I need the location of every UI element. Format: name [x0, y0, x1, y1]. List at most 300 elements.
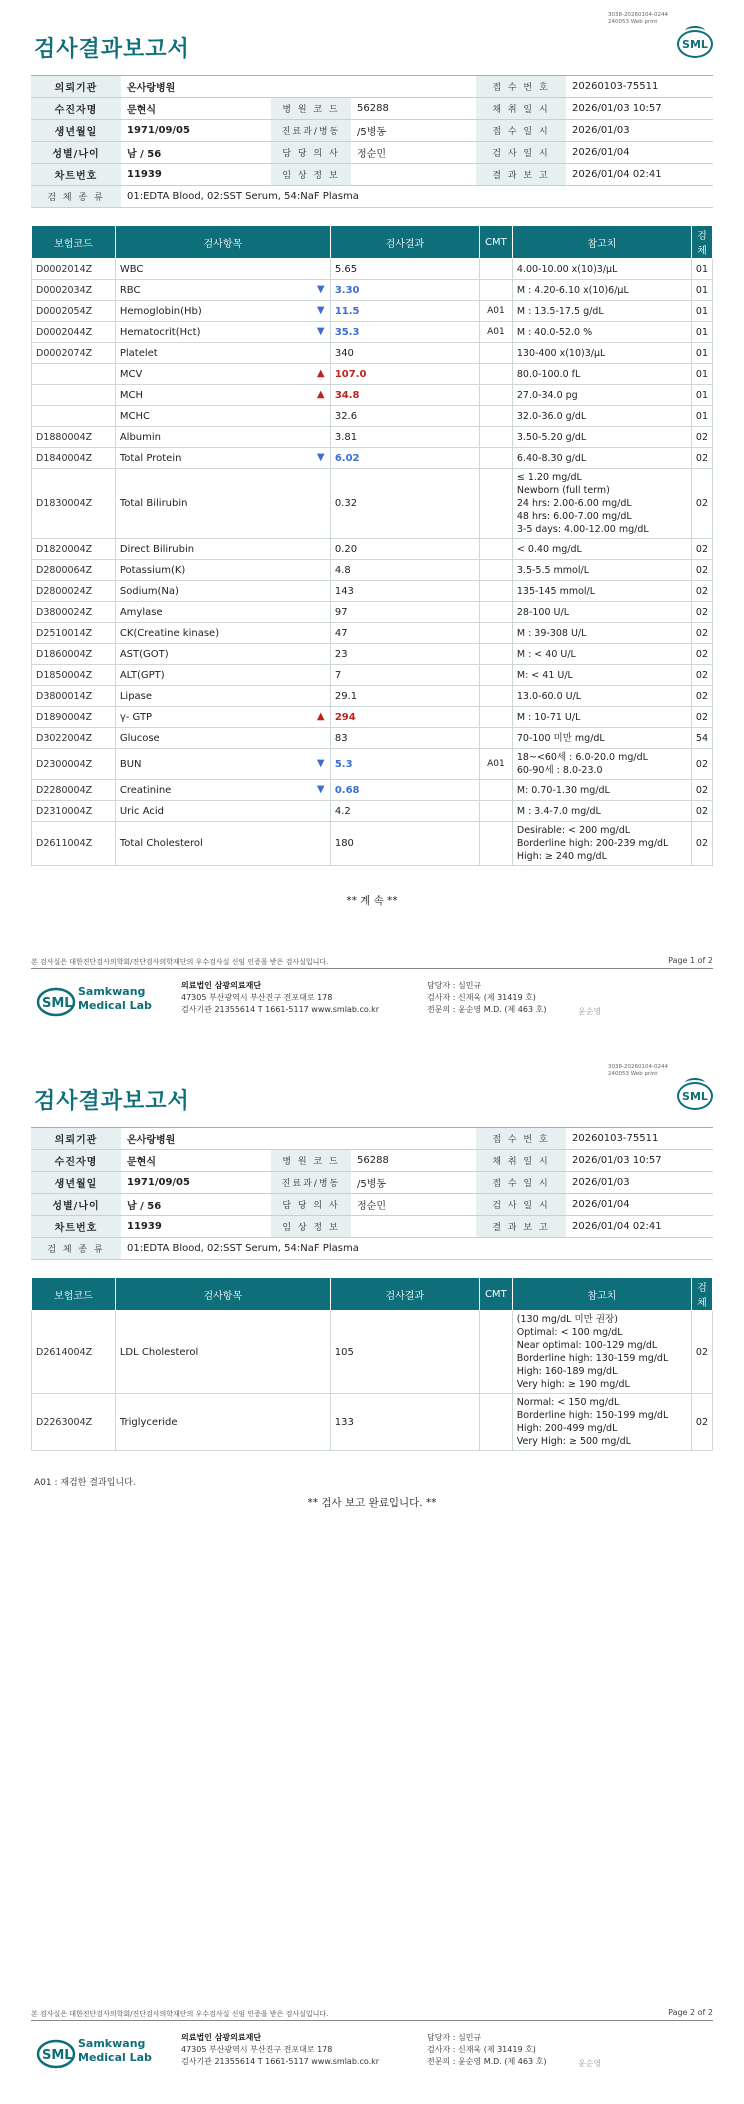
insurance-code: D1820004Z [32, 539, 116, 560]
receipt-date-value: 2026/01/03 [566, 120, 713, 142]
col-header-specimen: 검체 [691, 226, 712, 259]
reference-line: 80.0-100.0 fL [516, 368, 581, 380]
test-result [330, 728, 479, 749]
test-result [330, 427, 479, 448]
reference-line: 48 hrs: 6.00-7.00 mg/dL [516, 511, 632, 522]
doctor-label: 담 당 의 사 [271, 142, 351, 164]
lab-address: 의료법인 삼광의료재단 47305 부산광역시 부산진구 전포대로 178 검사기관 21355614 T 1661-5117 www.smlab.co.kr [181, 2033, 380, 2066]
specimen-code: 02 [691, 665, 712, 686]
cmt-code [479, 385, 512, 406]
table-row [32, 602, 713, 623]
cmt-code [479, 822, 512, 866]
col-header-result: 검사결과 [330, 1278, 479, 1311]
test-date-value: 2026/01/04 [566, 1194, 713, 1216]
table-row [32, 280, 713, 301]
specimen-code: 02 [691, 581, 712, 602]
reference-range [512, 1311, 691, 1394]
reference-line: M: 0.70-1.30 mg/dL [516, 784, 610, 796]
result-value: 11.5 [334, 305, 360, 317]
reference-line: 135-145 mmol/L [516, 585, 596, 597]
result-value: 4.8 [334, 564, 351, 576]
table-row [32, 581, 713, 602]
test-item: MCV [115, 364, 330, 385]
chart-value: 11939 [121, 164, 271, 186]
col-header-cmt: CMT [479, 226, 512, 259]
reference-line: M : 4.20-6.10 x(10)6/μL [516, 284, 629, 296]
insurance-code: D2611004Z [32, 822, 116, 866]
cmt-code [479, 1394, 512, 1451]
dept-value: /5병동 [351, 120, 476, 142]
table-row [32, 686, 713, 707]
reference-range [512, 406, 691, 427]
cmt-code [479, 448, 512, 469]
reference-line: Normal: < 150 mg/dL [516, 1397, 620, 1408]
result-value: 29.1 [334, 690, 358, 702]
reference-range [512, 301, 691, 322]
receipt-date-value: 2026/01/03 [566, 1172, 713, 1194]
reference-line: 130-400 x(10)3/μL [516, 347, 606, 359]
specimen-label: 검 체 종 류 [31, 186, 121, 208]
patient-info-table [31, 75, 713, 208]
signature: 윤순영 [578, 1007, 602, 1016]
reference-line: High: ≥ 240 mg/dL [516, 851, 607, 862]
reference-line: 24 hrs: 2.00-6.00 mg/dL [516, 498, 632, 509]
reference-range [512, 1394, 691, 1451]
lab-logo-text: Samkwang Medical Lab [78, 2037, 152, 2064]
cmt-code [479, 364, 512, 385]
reference-line: 18~<60세 : 6.0-20.0 mg/dL [516, 752, 648, 763]
receipt-no-label: 접 수 번 호 [476, 76, 566, 98]
hospital-value: 온사랑병원 [121, 1128, 476, 1150]
result-value: 23 [334, 648, 348, 660]
specimen-code: 02 [691, 822, 712, 866]
specimen-code: 01 [691, 280, 712, 301]
low-flag-icon: ▼ [316, 284, 325, 295]
result-value: 5.3 [334, 758, 353, 770]
low-flag-icon: ▼ [316, 758, 325, 769]
test-item: Lipase [115, 686, 330, 707]
col-header-result: 검사결과 [330, 226, 479, 259]
cmt-code [479, 707, 512, 728]
reference-range [512, 602, 691, 623]
insurance-code: D3800014Z [32, 686, 116, 707]
cmt-code [479, 280, 512, 301]
sex-age-value: 남 / 56 [121, 1194, 271, 1216]
test-item: Sodium(Na) [115, 581, 330, 602]
col-header-code: 보험코드 [32, 1278, 116, 1311]
table-row [32, 801, 713, 822]
specimen-value: 01:EDTA Blood, 02:SST Serum, 54:NaF Plasma [121, 186, 713, 208]
sml-logo: SML [677, 30, 713, 58]
cmt-code: A01 [479, 322, 512, 343]
specimen-code: 01 [691, 406, 712, 427]
cmt-code [479, 560, 512, 581]
cmt-code [479, 686, 512, 707]
test-result [316, 780, 479, 801]
results-table [31, 1277, 713, 1451]
hospital-code-value: 56288 [351, 98, 476, 120]
reference-line: M : < 40 U/L [516, 648, 576, 660]
test-result [330, 581, 479, 602]
col-header-item: 검사항목 [115, 226, 330, 259]
test-result [330, 686, 479, 707]
reference-line: Optimal: < 100 mg/dL [516, 1327, 623, 1338]
low-flag-icon: ▼ [316, 452, 325, 463]
reference-line: 6.40-8.30 g/dL [516, 452, 587, 464]
test-result [330, 644, 479, 665]
sex-age-value: 남 / 56 [121, 142, 271, 164]
specimen-code: 02 [691, 427, 712, 448]
specimen-code: 02 [691, 602, 712, 623]
insurance-code: D0002074Z [32, 343, 116, 364]
high-flag-icon: ▲ [316, 368, 325, 379]
print-code: 3038-20260104-0244 240053 Web print [608, 1064, 668, 1077]
col-header-item: 검사항목 [115, 1278, 330, 1311]
table-row [32, 644, 713, 665]
cmt-code [479, 539, 512, 560]
reference-range [512, 448, 691, 469]
reference-line: High: 160-189 mg/dL [516, 1366, 618, 1377]
collect-date-value: 2026/01/03 10:57 [566, 98, 713, 120]
insurance-code: D0002054Z [32, 301, 116, 322]
high-flag-icon: ▲ [316, 389, 325, 400]
test-result [330, 602, 479, 623]
signature: 윤순영 [578, 2059, 602, 2068]
high-flag-icon: ▲ [316, 711, 325, 722]
report-date-label: 결 과 보 고 [476, 164, 566, 186]
specimen-code: 01 [691, 343, 712, 364]
test-item: AST(GOT) [115, 644, 330, 665]
lab-staff: 담당자 : 심민규 검사자 : 신재욱 (제 31419 호) 전문의 : 윤순영 M.D. (제 463 호) [427, 981, 547, 1014]
reference-range [512, 780, 691, 801]
reference-line: Newborn (full term) [516, 485, 610, 496]
specimen-code: 02 [691, 1311, 712, 1394]
cmt-code [479, 1311, 512, 1394]
reference-range [512, 343, 691, 364]
cmt-code [479, 623, 512, 644]
reference-range [512, 385, 691, 406]
result-value: 294 [334, 711, 356, 723]
result-value: 7 [334, 669, 342, 681]
reference-range [512, 686, 691, 707]
reference-range [512, 560, 691, 581]
reference-range [512, 469, 691, 539]
insurance-code: D1850004Z [32, 665, 116, 686]
specimen-code: 01 [691, 364, 712, 385]
cmt-code [479, 780, 512, 801]
specimen-code: 01 [691, 322, 712, 343]
test-item: γ- GTP [115, 707, 330, 728]
report-page-2 [0, 1052, 744, 2104]
svg-text:SML: SML [42, 2048, 73, 2063]
test-result [316, 364, 479, 385]
table-row [32, 427, 713, 448]
table-row [32, 385, 713, 406]
result-value: 340 [334, 347, 354, 359]
reference-line: 60-90세 : 8.0-23.0 [516, 765, 603, 776]
reference-range [512, 539, 691, 560]
col-header-ref: 참고치 [512, 226, 691, 259]
test-item: Total Cholesterol [115, 822, 330, 866]
test-date-value: 2026/01/04 [566, 142, 713, 164]
table-row [32, 780, 713, 801]
test-item: Uric Acid [115, 801, 330, 822]
insurance-code: D2300004Z [32, 749, 116, 780]
collect-date-label: 채 취 일 시 [476, 98, 566, 120]
reference-line: M : 40.0-52.0 % [516, 326, 593, 338]
test-result [330, 259, 479, 280]
low-flag-icon: ▼ [316, 326, 325, 337]
reference-range [512, 623, 691, 644]
insurance-code: D2280004Z [32, 780, 116, 801]
reference-line: 28-100 U/L [516, 606, 569, 618]
test-item: CK(Creatine kinase) [115, 623, 330, 644]
table-row [32, 448, 713, 469]
test-result [330, 539, 479, 560]
reference-line: 3-5 days: 4.00-12.00 mg/dL [516, 524, 649, 535]
test-item: Triglyceride [115, 1394, 330, 1451]
print-code-line1: 3038-20260104-0244 [608, 12, 668, 18]
end-text: ** 검사 보고 완료입니다. ** [307, 1497, 437, 1509]
doctor-value: 정순민 [351, 142, 476, 164]
insurance-code: D0002044Z [32, 322, 116, 343]
hospital-label: 의뢰기관 [31, 1128, 121, 1150]
patient-value: 문현식 [121, 1150, 271, 1172]
chart-value: 11939 [121, 1216, 271, 1238]
insurance-code: D3800024Z [32, 602, 116, 623]
specimen-code: 02 [691, 623, 712, 644]
a01-note: A01 : 재검한 결과입니다. [34, 1478, 136, 1488]
col-header-cmt: CMT [479, 1278, 512, 1311]
reference-range [512, 822, 691, 866]
collect-date-label: 채 취 일 시 [476, 1150, 566, 1172]
table-row [32, 301, 713, 322]
test-item: LDL Cholesterol [115, 1311, 330, 1394]
receipt-no-label: 접 수 번 호 [476, 1128, 566, 1150]
hospital-label: 의뢰기관 [31, 76, 121, 98]
reference-line: 13.0-60.0 U/L [516, 690, 582, 702]
continued-text: ** 계 속 ** [346, 895, 398, 907]
specimen-code: 01 [691, 301, 712, 322]
reference-range [512, 364, 691, 385]
page-number: Page 1 of 2 [668, 956, 713, 965]
test-result [330, 560, 479, 581]
test-item: Hemoglobin(Hb) [115, 301, 330, 322]
table-row [32, 259, 713, 280]
reference-line: Very high: ≥ 190 mg/dL [516, 1379, 630, 1390]
insurance-code: D2263004Z [32, 1394, 116, 1451]
cmt-code [479, 406, 512, 427]
specimen-code: 54 [691, 728, 712, 749]
test-date-label: 검 사 일 시 [476, 1194, 566, 1216]
svg-text:SML: SML [42, 996, 73, 1011]
table-row [32, 707, 713, 728]
test-item: Total Bilirubin [115, 469, 330, 539]
reference-range [512, 644, 691, 665]
test-item: BUN [115, 749, 330, 780]
print-code-line2: 240053 Web print [608, 19, 658, 25]
cmt-code [479, 728, 512, 749]
table-row [32, 623, 713, 644]
cert-note: 본 검사실은 대한진단검사의학회/진단검사의학재단의 우수검사실 신임 인증을 받은 검사실입니다. [31, 2010, 329, 2018]
chart-label: 차트번호 [31, 164, 121, 186]
cmt-code [479, 469, 512, 539]
reference-line: 32.0-36.0 g/dL [516, 410, 587, 422]
reference-line: 3.50-5.20 g/dL [516, 431, 587, 443]
result-value: 32.6 [334, 410, 358, 422]
specimen-code: 02 [691, 801, 712, 822]
col-header-specimen: 검체 [691, 1278, 712, 1311]
hospital-code-label: 병 원 코 드 [271, 98, 351, 120]
reference-range [512, 259, 691, 280]
reference-line: M : 39-308 U/L [516, 627, 587, 639]
reference-line: 3.5-5.5 mmol/L [516, 564, 589, 576]
reference-line: Desirable: < 200 mg/dL [516, 825, 631, 836]
clinical-label: 임 상 정 보 [271, 164, 351, 186]
table-row [32, 539, 713, 560]
patient-info-table [31, 1127, 713, 1260]
test-item: ALT(GPT) [115, 665, 330, 686]
low-flag-icon: ▼ [316, 305, 325, 316]
receipt-no-value: 20260103-75511 [566, 76, 713, 98]
insurance-code: D1890004Z [32, 707, 116, 728]
cmt-code [479, 602, 512, 623]
reference-line: Very High: ≥ 500 mg/dL [516, 1436, 631, 1447]
insurance-code: D1860004Z [32, 644, 116, 665]
reference-line: 70-100 미만 mg/dL [516, 732, 605, 744]
cmt-code [479, 343, 512, 364]
cmt-code [479, 644, 512, 665]
specimen-code: 02 [691, 707, 712, 728]
doctor-label: 담 당 의 사 [271, 1194, 351, 1216]
result-value: 83 [334, 732, 348, 744]
test-result [330, 469, 479, 539]
test-item: Amylase [115, 602, 330, 623]
test-result [330, 665, 479, 686]
test-item: MCHC [115, 406, 330, 427]
cmt-code: A01 [479, 749, 512, 780]
table-row [32, 560, 713, 581]
reference-line: M: < 41 U/L [516, 669, 573, 681]
reference-range [512, 749, 691, 780]
result-value: 0.20 [334, 543, 358, 555]
patient-label: 수진자명 [31, 98, 121, 120]
specimen-code: 02 [691, 469, 712, 539]
sex-age-label: 성별/나이 [31, 1194, 121, 1216]
dept-label: 진료과/병동 [271, 1172, 351, 1194]
page-number: Page 2 of 2 [668, 2008, 713, 2017]
result-value: 6.02 [334, 452, 360, 464]
reference-line: 27.0-34.0 pg [516, 389, 578, 401]
lab-logo-text: Samkwang Medical Lab [78, 985, 152, 1012]
table-row [32, 665, 713, 686]
specimen-code: 02 [691, 749, 712, 780]
reference-line: Near optimal: 100-129 mg/dL [516, 1340, 658, 1351]
reference-line: M : 13.5-17.5 g/dL [516, 305, 604, 317]
test-result [316, 707, 479, 728]
result-value: 0.68 [334, 784, 360, 796]
clinical-value [351, 1216, 476, 1238]
test-result [330, 1311, 479, 1394]
insurance-code: D0002014Z [32, 259, 116, 280]
result-value: 97 [334, 606, 348, 618]
receipt-no-value: 20260103-75511 [566, 1128, 713, 1150]
report-date-label: 결 과 보 고 [476, 1216, 566, 1238]
footer-divider [31, 2020, 713, 2021]
test-result [316, 322, 479, 343]
reference-range [512, 427, 691, 448]
result-value: 133 [334, 1416, 354, 1428]
table-row [32, 1311, 713, 1394]
test-item: Albumin [115, 427, 330, 448]
page-title: 검사결과보고서 [34, 1089, 190, 1114]
insurance-code: D1830004Z [32, 469, 116, 539]
report-date-value: 2026/01/04 02:41 [566, 1216, 713, 1238]
test-result [316, 749, 479, 780]
specimen-code: 02 [691, 644, 712, 665]
insurance-code: D2614004Z [32, 1311, 116, 1394]
cmt-code [479, 665, 512, 686]
reference-line: < 0.40 mg/dL [516, 543, 582, 555]
test-item: Potassium(K) [115, 560, 330, 581]
specimen-code: 02 [691, 1394, 712, 1451]
test-date-label: 검 사 일 시 [476, 142, 566, 164]
test-result [330, 406, 479, 427]
collect-date-value: 2026/01/03 10:57 [566, 1150, 713, 1172]
result-value: 180 [334, 838, 354, 849]
result-value: 3.81 [334, 431, 358, 443]
dept-value: /5병동 [351, 1172, 476, 1194]
test-result [316, 385, 479, 406]
reference-line: 4.00-10.00 x(10)3/μL [516, 263, 618, 275]
doctor-value: 정순민 [351, 1194, 476, 1216]
reference-range [512, 280, 691, 301]
page-title: 검사결과보고서 [34, 37, 190, 62]
clinical-label: 임 상 정 보 [271, 1216, 351, 1238]
hospital-code-value: 56288 [351, 1150, 476, 1172]
specimen-label: 검 체 종 류 [31, 1238, 121, 1260]
specimen-code: 02 [691, 448, 712, 469]
insurance-code: D2800024Z [32, 581, 116, 602]
footer-divider [31, 968, 713, 969]
dept-label: 진료과/병동 [271, 120, 351, 142]
test-result [316, 301, 479, 322]
reference-line: High: 200-499 mg/dL [516, 1423, 618, 1434]
table-row [32, 1394, 713, 1451]
result-value: 0.32 [334, 498, 358, 509]
result-value: 5.65 [334, 263, 358, 275]
specimen-code: 02 [691, 780, 712, 801]
test-item: Creatinine [115, 780, 330, 801]
result-value: 35.3 [334, 326, 360, 338]
result-value: 143 [334, 585, 354, 597]
test-result [316, 448, 479, 469]
insurance-code [32, 385, 116, 406]
reference-range [512, 801, 691, 822]
table-row [32, 364, 713, 385]
col-header-code: 보험코드 [32, 226, 116, 259]
patient-value: 문현식 [121, 98, 271, 120]
reference-range [512, 707, 691, 728]
patient-label: 수진자명 [31, 1150, 121, 1172]
cmt-code [479, 801, 512, 822]
specimen-code: 02 [691, 686, 712, 707]
cmt-code [479, 259, 512, 280]
insurance-code: D1880004Z [32, 427, 116, 448]
insurance-code: D2510014Z [32, 623, 116, 644]
result-value: 4.2 [334, 805, 351, 817]
table-row [32, 822, 713, 866]
